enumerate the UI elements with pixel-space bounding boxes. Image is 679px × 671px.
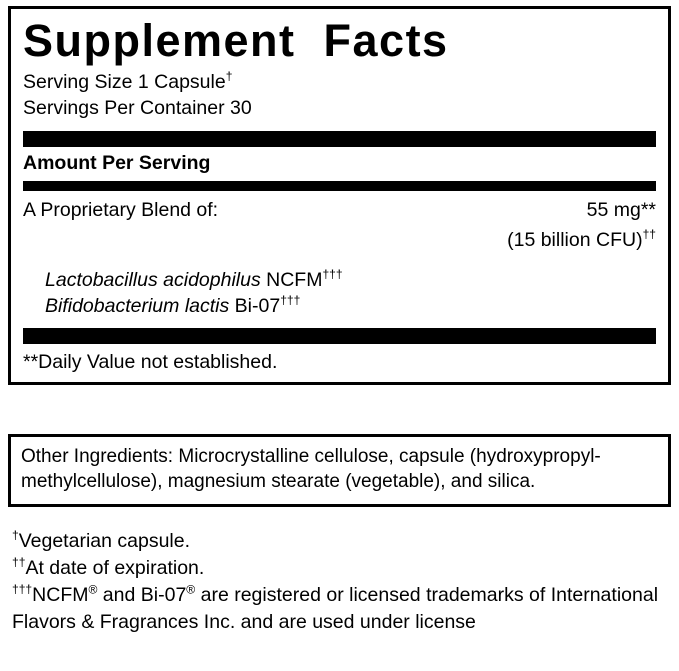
organism-strain: Bi-07 [229, 295, 281, 318]
organism-row [45, 267, 656, 293]
blend-amount-marker: ** [640, 198, 656, 221]
serving-size-dagger: † [225, 69, 233, 84]
proprietary-blend-row [23, 199, 656, 222]
proprietary-blend-amount [587, 199, 656, 222]
serving-size-text: Serving Size 1 Capsule [23, 71, 226, 94]
organism-list [23, 267, 656, 320]
supplement-facts-panel [8, 6, 671, 385]
footnote-date-of-expiration [12, 555, 672, 582]
footnote-ncfm: NCFM [32, 583, 89, 606]
footnote-trademark-text: are registered or licensed trademarks of International Flavors & Fragrances Inc. and are used under license [12, 583, 659, 633]
organism-scientific-name: Bifidobacterium lactis [45, 295, 230, 318]
footnotes [12, 528, 672, 636]
organism-strain: NCFM [260, 268, 323, 291]
organism-scientific-name: Lactobacillus acidophilus [45, 268, 261, 291]
cfu-value: (15 billion CFU) [507, 228, 643, 251]
proprietary-blend-label: A Proprietary Blend of: [23, 198, 219, 221]
registered-mark-icon: ® [88, 582, 98, 597]
panel-title: Supplement Facts [23, 15, 449, 66]
footnote-marker-double-dagger: †† [12, 555, 26, 570]
cfu-row [23, 229, 656, 252]
footnote-vegetarian-capsule [12, 528, 672, 555]
divider-thin-mid [23, 181, 656, 191]
amount-per-serving-heading: Amount Per Serving [23, 151, 211, 174]
registered-mark-icon: ® [186, 582, 196, 597]
footnote-text: At date of expiration. [25, 556, 205, 579]
other-ingredients-box [8, 434, 671, 507]
footnote-trademarks [12, 582, 672, 636]
other-ingredients-text: Other Ingredients: Microcrystalline cellulose, capsule (hydroxypropyl-methylcellulose), magnesium stearate (vegetable), and silica. [21, 446, 601, 493]
serving-size-line [23, 70, 656, 96]
organism-marker: ††† [280, 293, 301, 308]
divider-thick-top [23, 131, 656, 147]
daily-value-note: **Daily Value not established. [23, 351, 278, 374]
footnote-marker-dagger: † [12, 528, 19, 543]
divider-thick-bottom [23, 328, 656, 344]
footnote-text: Vegetarian capsule. [18, 530, 191, 552]
cfu-marker: †† [642, 227, 656, 242]
organism-marker: ††† [322, 267, 343, 282]
blend-amount-value: 55 mg [586, 198, 641, 221]
servings-per-container-line: Servings Per Container 30 [23, 96, 252, 119]
organism-row [45, 293, 656, 319]
footnote-marker-triple-dagger: ††† [12, 582, 33, 597]
footnote-bi07: and Bi-07 [97, 583, 187, 606]
